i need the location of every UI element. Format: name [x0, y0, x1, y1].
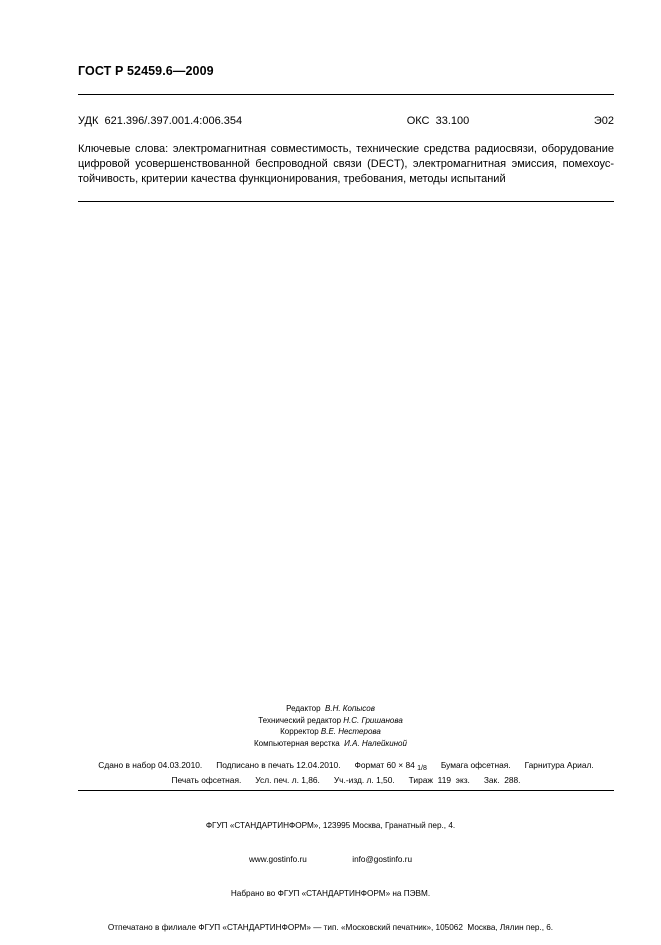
standard-code-heading: ГОСТ Р 52459.6—2009 — [78, 64, 214, 78]
udk-code: УДК 621.396/.397.001.4:006.354 — [78, 115, 243, 127]
imprint-line-2 — [78, 775, 614, 785]
signed-date: Подписано в печать 12.04.2010. — [216, 760, 341, 770]
order-number: Зак. 288. — [483, 775, 521, 785]
credit-role: Редактор — [286, 704, 321, 713]
print-method: Печать офсетная. — [171, 775, 242, 785]
credit-role: Компьютерная верстка — [254, 738, 340, 748]
credit-role: Технический редактор — [258, 715, 342, 725]
credit-tech-editor — [0, 715, 661, 727]
keywords-divider — [78, 201, 614, 202]
imprint-line-1 — [78, 760, 614, 772]
keywords-line: тойчивость, критерии качества функционирования, требования, методы испытаний — [78, 173, 506, 185]
keywords-line: цифровой усовершенствованной беспроводной связи (DECT), электромагнитная эмиссия, помехоус- — [78, 158, 614, 170]
format-fraction: 1/8 — [417, 765, 427, 772]
paper-type: Бумага офсетная. — [440, 760, 511, 770]
print-sheets: Усл. печ. л. 1,86. — [255, 775, 320, 785]
publisher-contacts: www.gostinfo.ru info@gostinfo.ru — [248, 855, 413, 865]
print-run: Тираж 119 экз. — [408, 775, 470, 785]
keywords-line: Ключевые слова: электромагнитная совместимость, технические средства радиосвязи, оборудование — [78, 143, 614, 155]
credit-name: В.Е. Нестерова — [320, 727, 381, 737]
paper-format: Формат 60 × 84 — [354, 760, 415, 770]
credit-role: Корректор — [280, 727, 319, 737]
credit-name: В.Н. Копысов — [325, 704, 375, 713]
keywords-paragraph — [78, 142, 614, 187]
oks-code: ОКС 33.100 — [406, 115, 470, 127]
publishing-sheets: Уч.-изд. л. 1,50. — [333, 775, 395, 785]
imprint-divider — [78, 790, 614, 791]
publisher-info — [0, 797, 661, 945]
typeset-date: Сдано в набор 04.03.2010. — [98, 760, 203, 770]
typeface: Гарнитура Ариал. — [524, 760, 594, 770]
credit-name: И.А. Налейкиной — [344, 738, 407, 748]
header-divider — [78, 94, 614, 95]
classification-row — [78, 115, 614, 127]
category-code: Э02 — [593, 115, 614, 127]
editorial-credits — [0, 703, 661, 749]
credit-editor — [0, 703, 661, 715]
credit-layout — [0, 738, 661, 750]
typeset-note: Набрано во ФГУП «СТАНДАРТИНФОРМ» на ПЭВМ. — [230, 889, 431, 899]
printer-note: Отпечатано в филиале ФГУП «СТАНДАРТИНФОРМ» — тип. «Московский печатник», 105062 Москва, Лялин пер., 6. — [107, 923, 554, 933]
credit-proofreader — [0, 726, 661, 738]
publisher-address: ФГУП «СТАНДАРТИНФОРМ», 123995 Москва, Гранатный пер., 4. — [205, 820, 456, 830]
credit-name: Н.С. Гришанова — [343, 715, 403, 725]
